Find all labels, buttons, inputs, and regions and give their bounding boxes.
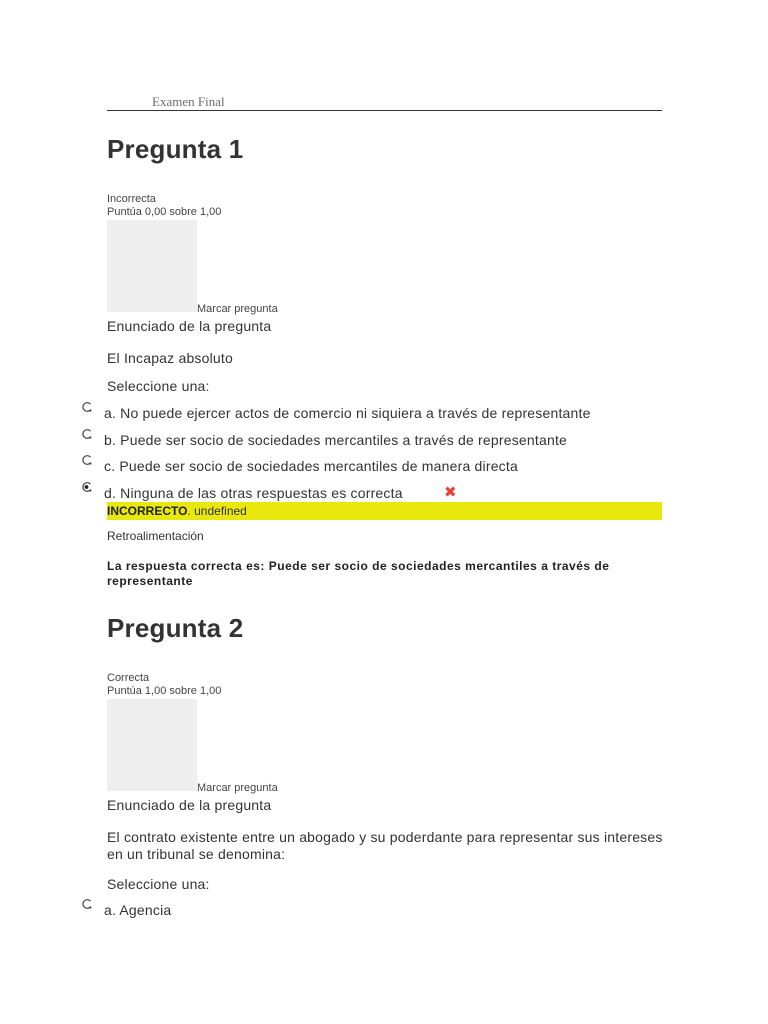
header-divider bbox=[107, 110, 662, 111]
exam-breadcrumb-link[interactable]: Examen Final bbox=[152, 94, 225, 109]
question-2-title: Pregunta 2 bbox=[107, 613, 244, 643]
question-1-flag-icon[interactable] bbox=[107, 220, 197, 312]
question-2-select-prompt: Seleccione una: bbox=[107, 876, 210, 892]
question-2-text: El contrato existente entre un abogado y su poderdante para representar sus intereses en un tribunal se denomina: bbox=[107, 829, 663, 862]
question-1-option-d[interactable]: d. Ninguna de las otras respuestas es correcta bbox=[104, 485, 403, 501]
question-2-option-a[interactable]: a. Agencia bbox=[104, 902, 172, 918]
question-1-option-b[interactable]: b. Puede ser socio de sociedades mercantiles a través de representante bbox=[104, 432, 568, 448]
feedback-label: Retroalimentación bbox=[107, 529, 204, 543]
question-1-option-a[interactable]: a. No puede ejercer actos de comercio ni siquiera a través de representante bbox=[104, 405, 591, 421]
option-d-radio-selected-icon[interactable] bbox=[81, 481, 93, 493]
question-1-select-prompt: Seleccione una: bbox=[107, 378, 210, 394]
question-1-text: El Incapaz absoluto bbox=[107, 350, 233, 366]
outcome-rest: . undefined bbox=[187, 504, 247, 518]
question-2-flag-button[interactable]: Marcar pregunta bbox=[197, 782, 278, 794]
question-1-flag-button[interactable]: Marcar pregunta bbox=[197, 303, 278, 315]
option-a-radio-icon[interactable] bbox=[81, 401, 93, 413]
question-1-title: Pregunta 1 bbox=[107, 134, 244, 164]
question-1-option-c[interactable]: c. Puede ser socio de sociedades mercantiles de manera directa bbox=[104, 458, 518, 474]
question-1-state: Incorrecta bbox=[107, 193, 156, 205]
question-1-statement-label: Enunciado de la pregunta bbox=[107, 318, 272, 334]
question-2-score: Puntúa 1,00 sobre 1,00 bbox=[107, 685, 222, 697]
option-c-radio-icon[interactable] bbox=[81, 454, 93, 466]
question-2-state: Correcta bbox=[107, 672, 150, 684]
question-1-score: Puntúa 0,00 sobre 1,00 bbox=[107, 206, 222, 218]
option-b-radio-icon[interactable] bbox=[81, 428, 93, 440]
wrong-answer-icon: ✖ bbox=[444, 484, 457, 501]
question-2-flag-icon[interactable] bbox=[107, 699, 197, 791]
q2-option-a-radio-icon[interactable] bbox=[81, 898, 93, 910]
outcome-text bbox=[107, 504, 247, 518]
question-2-statement-label: Enunciado de la pregunta bbox=[107, 797, 272, 813]
correct-answer-text: La respuesta correcta es: Puede ser socio de sociedades mercantiles a través de representante bbox=[107, 559, 610, 588]
outcome-strong: INCORRECTO bbox=[107, 504, 188, 518]
